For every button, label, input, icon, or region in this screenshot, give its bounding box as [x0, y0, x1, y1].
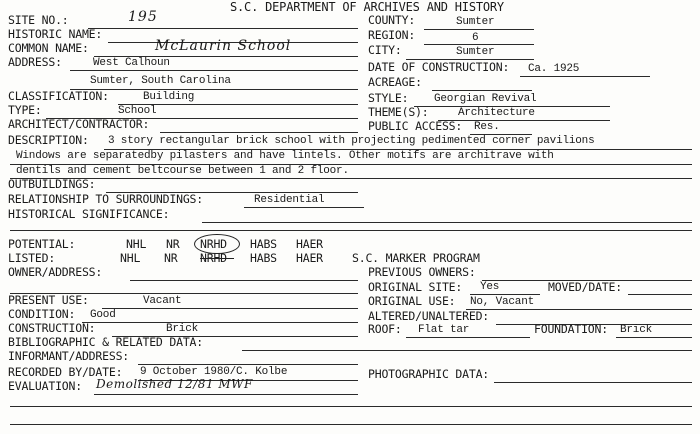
acreage-line — [432, 90, 532, 91]
city-label: CITY: — [368, 43, 402, 57]
county-line — [424, 29, 534, 30]
date-construction-line — [520, 76, 650, 77]
listed-habs: HABS — [250, 251, 277, 265]
original-site-value: Yes — [480, 281, 500, 293]
original-site-label: ORIGINAL SITE: — [368, 280, 463, 294]
outbuildings-label: OUTBUILDINGS: — [8, 177, 96, 191]
foundation-value: Brick — [620, 324, 653, 336]
style-value: Georgian Revival — [434, 93, 537, 105]
themes-value: Architecture — [458, 107, 535, 119]
date-construction-value: Ca. 1925 — [528, 63, 580, 75]
address-label: ADDRESS: — [8, 55, 62, 69]
condition-line — [82, 322, 358, 323]
foundation-label: FOUNDATION: — [534, 322, 608, 336]
site-no-line — [88, 28, 358, 29]
potential-habs: HABS — [250, 237, 277, 251]
significance-line — [202, 222, 692, 223]
region-label: REGION: — [368, 28, 416, 42]
architect-label: ARCHITECT/CONTRACTOR: — [8, 117, 150, 131]
present-use-label: PRESENT USE: — [8, 293, 89, 307]
listed-nrhd: NRHD — [200, 251, 227, 265]
significance-label: HISTORICAL SIGNIFICANCE: — [8, 207, 170, 221]
description-label: DESCRIPTION: — [8, 133, 89, 147]
date-construction-label: DATE OF CONSTRUCTION: — [368, 60, 510, 74]
roof-label: ROOF: — [368, 322, 402, 336]
listed-label: LISTED: — [8, 251, 56, 265]
themes-line — [438, 120, 610, 121]
evaluation-line — [94, 394, 358, 395]
type-label: TYPE: — [8, 103, 42, 117]
classification-label: CLASSIFICATION: — [8, 89, 109, 103]
relationship-label: RELATIONSHIP TO SURROUNDINGS: — [8, 192, 203, 206]
description-line1-text: 3 story rectangular brick school with projecting pedimented corner pavilions — [108, 135, 595, 147]
public-access-value: Res. — [474, 121, 500, 133]
photographic-label: PHOTOGRAPHIC DATA: — [368, 367, 490, 381]
evaluation-value: Demolished 12/81 MWF — [96, 377, 253, 391]
roof-line — [406, 337, 530, 338]
original-use-line — [466, 309, 692, 310]
address-line2-value: Sumter, South Carolina — [90, 75, 231, 87]
description-line3-text: dentils and cement beltcourse between 1 and 2 floor. — [16, 165, 349, 177]
informant-line — [138, 364, 358, 365]
moved-date-label: MOVED/DATE: — [548, 280, 622, 294]
moved-date-line — [628, 294, 692, 295]
previous-owners-label: PREVIOUS OWNERS: — [368, 265, 476, 279]
themes-label: THEME(S): — [368, 105, 429, 119]
condition-label: CONDITION: — [8, 307, 76, 321]
type-value: School — [118, 105, 157, 117]
construction-label: CONSTRUCTION: — [8, 321, 96, 335]
listed-nr: NR — [164, 251, 178, 265]
description-line3 — [10, 178, 692, 179]
blank-line-2 — [10, 424, 692, 425]
acreage-label: ACREAGE: — [368, 75, 422, 89]
original-site-line — [470, 294, 540, 295]
recorded-by-value: 9 October 1980/C. Kolbe — [140, 366, 288, 378]
bibliographic-label: BIBLIOGRAPHIC & RELATED DATA: — [8, 335, 203, 349]
city-value: Sumter — [456, 46, 495, 58]
potential-nr: NR — [166, 237, 180, 251]
description-line2-text: Windows are separatedby pilasters and have lintels. Other motifs are architrave with — [16, 150, 554, 162]
architect-line — [160, 132, 358, 133]
nrhd-strike-mark — [200, 258, 234, 259]
relationship-line — [244, 207, 364, 208]
site-no-value: 195 — [128, 9, 158, 25]
photographic-line — [494, 382, 692, 383]
blank-line-1 — [10, 406, 692, 407]
listed-haer: HAER — [296, 251, 323, 265]
original-use-value: No, Vacant — [470, 296, 535, 308]
bibliographic-line — [242, 350, 692, 351]
potential-label: POTENTIAL: — [8, 237, 76, 251]
roof-value: Flat tar — [418, 324, 470, 336]
owner-line — [130, 280, 358, 281]
potential-nhl: NHL — [126, 237, 147, 251]
historic-name-label: HISTORIC NAME: — [8, 27, 103, 41]
site-no-label: SITE NO.: — [8, 13, 69, 27]
potential-haer: HAER — [296, 237, 323, 251]
condition-value: Good — [90, 309, 116, 321]
county-value: Sumter — [456, 16, 495, 28]
marker-label: S.C. MARKER PROGRAM — [352, 251, 480, 265]
style-label: STYLE: — [368, 91, 409, 105]
address-line2 — [70, 89, 358, 90]
owner-label: OWNER/ADDRESS: — [8, 265, 103, 279]
region-value: 6 — [472, 32, 479, 44]
foundation-line — [616, 337, 692, 338]
recorded-by-label: RECORDED BY/DATE: — [8, 365, 123, 379]
region-line — [424, 44, 534, 45]
form-title: S.C. DEPARTMENT OF ARCHIVES AND HISTORY — [230, 0, 504, 14]
construction-value: Brick — [166, 323, 199, 335]
informant-label: INFORMANT/ADDRESS: — [8, 349, 130, 363]
potential-nrhd: NRHD — [200, 237, 227, 251]
present-use-value: Vacant — [143, 295, 182, 307]
common-name-label: COMMON NAME: — [8, 41, 89, 55]
significance-line2 — [10, 230, 692, 231]
common-name-value: McLaurin School — [155, 38, 292, 54]
classification-value: Building — [143, 91, 195, 103]
evaluation-label: EVALUATION: — [8, 379, 82, 393]
address-line1 — [70, 70, 358, 71]
present-use-line — [102, 308, 358, 309]
county-label: COUNTY: — [368, 13, 416, 27]
original-use-label: ORIGINAL USE: — [368, 294, 456, 308]
listed-nhl: NHL — [120, 251, 141, 265]
relationship-value: Residential — [254, 194, 325, 206]
public-access-label: PUBLIC ACCESS: — [368, 119, 463, 133]
address-line1-value: West Calhoun — [93, 57, 170, 69]
altered-label: ALTERED/UNALTERED: — [368, 309, 490, 323]
